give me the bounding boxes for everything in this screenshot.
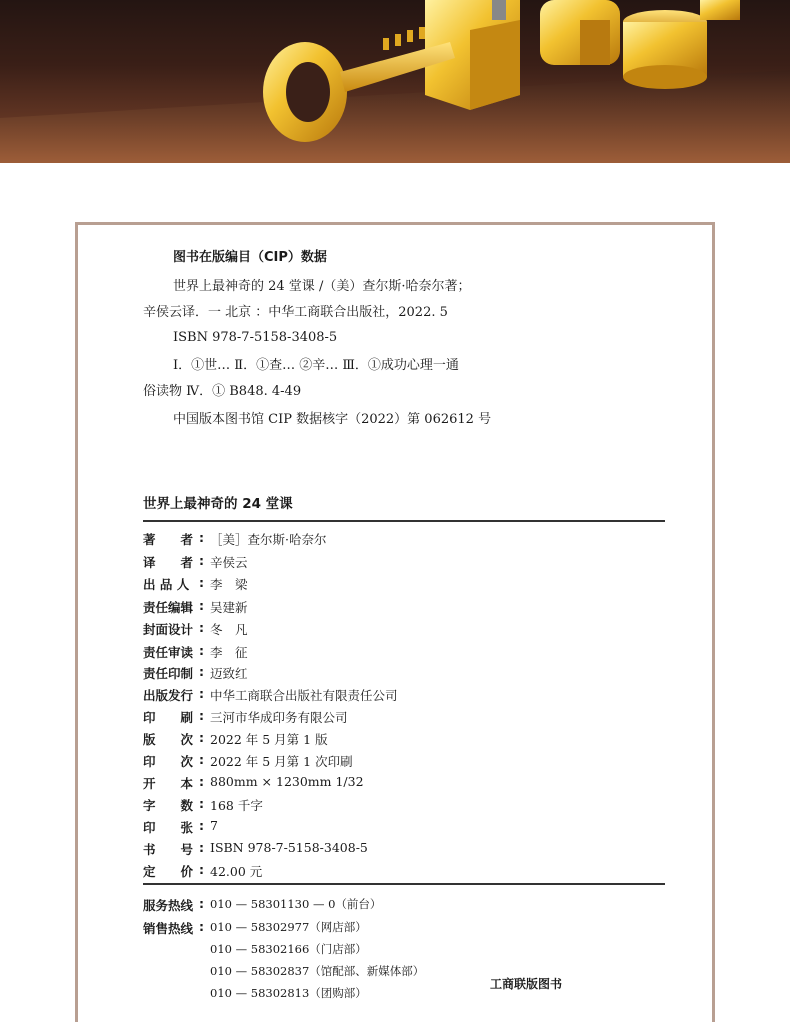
detail-value: 李 征 [210, 645, 248, 660]
detail-label: 责任审读 [143, 645, 194, 660]
detail-label: 出版发行 [143, 688, 194, 703]
book-title: 世界上最神奇的 24 堂课 [143, 496, 293, 512]
publisher-logo-text: 工商联版图书 [490, 977, 563, 991]
detail-value: 吴建新 [210, 600, 248, 615]
sales-hotline-value: 010 — 58302977（网店部） [210, 920, 367, 934]
details-divider [143, 883, 665, 885]
cip-line-4: Ⅰ．①世… Ⅱ．①查… ②辛… Ⅲ．①成功心理一通 [173, 358, 459, 373]
detail-value: 168 千字 [210, 798, 263, 813]
detail-value: 2022 年 5 月第 1 版 [210, 732, 328, 747]
service-hotline-value: 010 — 58301130 — 0（前台） [210, 897, 382, 911]
detail-value: 辛侯云 [210, 555, 248, 570]
detail-label: 字 数 [143, 798, 194, 813]
detail-label: 著 者 [143, 532, 194, 547]
detail-value: 冬 凡 [210, 622, 248, 637]
sales-hotline-value: 010 — 58302837（馆配部、新媒体部） [210, 964, 425, 978]
sales-hotline-value: 010 — 58302166（门店部） [210, 942, 367, 956]
detail-label: 责任编辑 [143, 600, 194, 615]
detail-label: 印 张 [143, 820, 194, 835]
detail-label: 责任印制 [143, 666, 194, 681]
service-hotline-label: 服务热线 [143, 898, 194, 913]
detail-value: ［美］查尔斯·哈奈尔 [210, 532, 327, 547]
cip-line-3: ISBN 978-7-5158-3408-5 [173, 330, 338, 345]
detail-label: 印 刷 [143, 710, 194, 725]
detail-label: 书 号 [143, 842, 194, 857]
detail-value: ISBN 978-7-5158-3408-5 [210, 840, 368, 855]
cip-line-1: 世界上最神奇的 24 堂课 /（美）查尔斯·哈奈尔著； [173, 279, 471, 294]
detail-label: 开 本 [143, 776, 194, 791]
detail-value: 李 梁 [210, 577, 248, 592]
sales-hotline-label: 销售热线 [143, 921, 194, 936]
detail-label: 封面设计 [143, 622, 194, 637]
detail-value: 7 [210, 818, 218, 833]
title-divider [143, 520, 665, 522]
sales-hotline-value: 010 — 58302813（团购部） [210, 986, 367, 1000]
detail-value: 880mm × 1230mm 1/32 [210, 774, 364, 789]
detail-label: 译 者 [143, 555, 194, 570]
detail-label: 印 次 [143, 754, 194, 769]
detail-value: 三河市华成印务有限公司 [210, 710, 348, 725]
cip-line-6: 中国版本图书馆 CIP 数据核字（2022）第 062612 号 [173, 412, 492, 427]
detail-value: 42.00 元 [210, 864, 263, 879]
cip-heading: 图书在版编目（CIP）数据 [173, 250, 327, 265]
detail-label: 定 价 [143, 864, 194, 879]
detail-label: 出 品 人 [143, 577, 190, 592]
cover-banner-image [0, 0, 790, 163]
detail-value: 2022 年 5 月第 1 次印刷 [210, 754, 353, 769]
cip-line-5: 俗读物 Ⅳ．① B848. 4-49 [143, 384, 302, 399]
detail-value: 迈致红 [210, 666, 248, 681]
key-lock-coins-illustration [0, 0, 790, 163]
detail-label: 版 次 [143, 732, 194, 747]
cip-line-2: 辛侯云译．一 北京 ：中华工商联合出版社，2022. 5 [143, 305, 448, 320]
detail-value: 中华工商联合出版社有限责任公司 [210, 688, 398, 703]
